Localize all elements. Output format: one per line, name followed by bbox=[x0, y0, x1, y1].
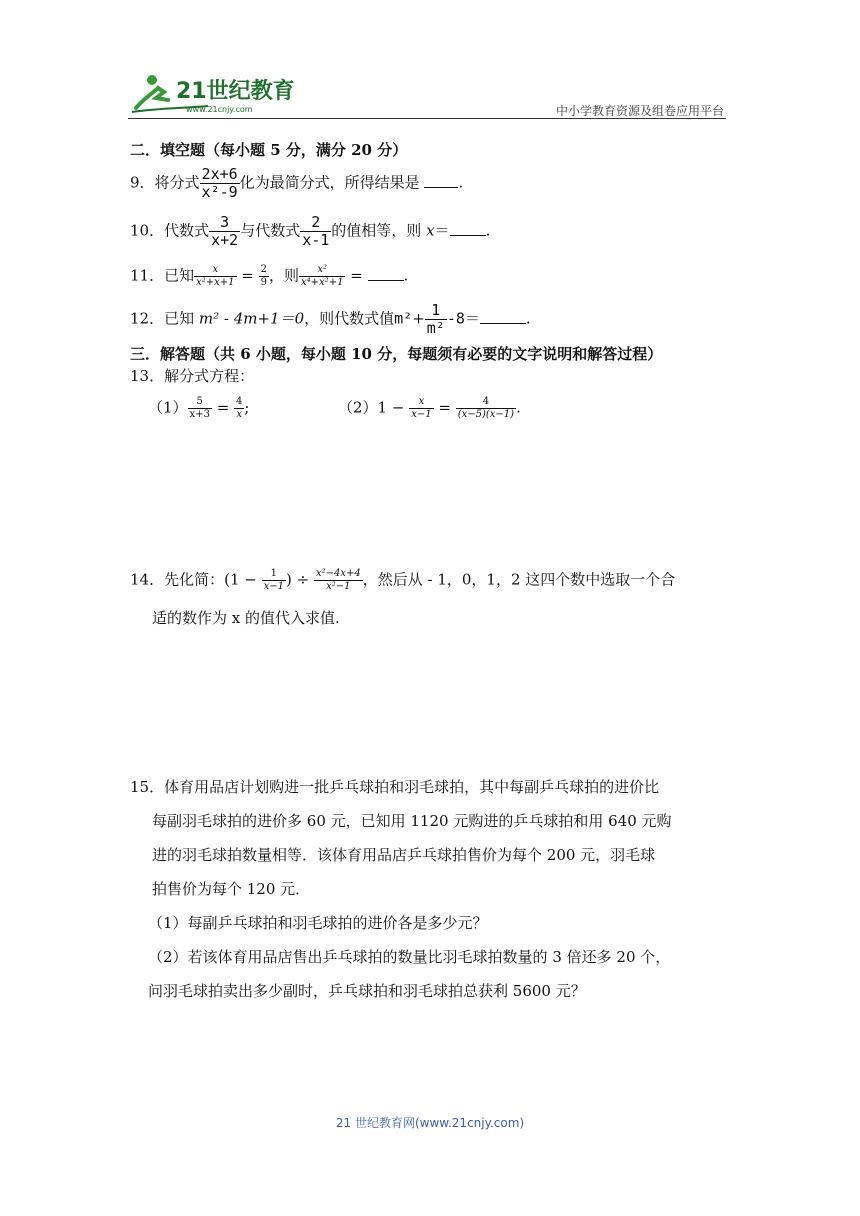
question-15-line: 15．体育用品店计划购进一批乒乓球拍和羽毛球拍，其中每副乒乓球拍的进价比 bbox=[130, 778, 660, 796]
question-10: 10．代数式 $\frac{3}{x+2}$ 与代数式 $\frac{2}{x-1}$ 的值相等，则 x＝ . bbox=[130, 213, 491, 249]
section2-title: 二．填空题（每小题 5 分，满分 20 分） bbox=[130, 141, 408, 159]
answer-blank bbox=[424, 173, 458, 188]
question-15-part2: （2）若该体育用品店售出乒乓球拍的数量比羽毛球拍数量的 3 倍还多 20 个， bbox=[148, 948, 671, 966]
question-15 bbox=[130, 770, 730, 1008]
answer-blank bbox=[450, 221, 486, 236]
section3-title: 三．解答题（共 6 小题，每小题 10 分，每题须有必要的文字说明和解答过程） bbox=[130, 345, 663, 363]
question-15-line: 每副羽毛球拍的进价多 60 元，已知用 1120 元购进的乒乓球拍和用 640 元购 bbox=[152, 812, 672, 830]
question-14-line2: 适的数作为 x 的值代入求值. bbox=[152, 609, 340, 627]
site-logo bbox=[128, 68, 298, 118]
question-13-part1: （1） $\frac{5}{x+3}$ = $\frac{4}{x}$ ; bbox=[148, 396, 250, 420]
question-14: 14．先化简：(1 − $\frac{1}{x-1}$ ) ÷ $\frac{\text{x²−4x+4}}{\text{x²−1}}$ ，然后从 - 1，0，1，2 这四个数中选取一个合 bbox=[130, 568, 676, 592]
question-15-part2-cont: 问羽毛球拍卖出多少副时，乒乓球拍和羽毛球拍总获利 5600 元？ bbox=[148, 982, 586, 1000]
question-13-stem: 13．解分式方程： bbox=[130, 367, 255, 385]
footer-text: 21 世纪教育网(www.21cnjy.com) bbox=[335, 1116, 525, 1130]
answer-blank bbox=[368, 266, 404, 281]
question-13-part2: （2）1 − $\frac{x}{x-1}$ = $\frac{4}{(x-5)(x-1)}$ . bbox=[338, 396, 521, 420]
answer-blank bbox=[480, 309, 526, 324]
question-15-line: 拍售价为每个 120 元． bbox=[152, 880, 311, 898]
question-9: 9．将分式 $\frac{2x+6}{\text{x²-9}}$ 化为最简分式，所得结果是 . bbox=[130, 165, 464, 201]
header-divider bbox=[128, 118, 726, 119]
platform-name: 中小学教育资源及组卷应用平台 bbox=[555, 104, 724, 118]
question-12: 12．已知 m² - 4m+1＝0，则代数式值m²+ $\frac{1}{\text{m²}}$ -8＝ . bbox=[130, 301, 531, 337]
question-15-line: 进的羽毛球拍数量相等．该体育用品店乒乓球拍售价为每个 200 元，羽毛球 bbox=[152, 846, 656, 864]
logo-text: 21世纪教育 bbox=[176, 79, 295, 104]
question-11: 11．已知 $\frac{x}{\text{x²+x+1}}$ = $\frac{2}{9}$ ，则 $\frac{\text{x²}}{\text{x⁴+x²+1}}$ = . bbox=[130, 264, 409, 288]
question-15-part1: （1）每副乒乓球拍和羽毛球拍的进价各是多少元？ bbox=[148, 914, 488, 932]
logo-url: www.21cnjy.com bbox=[186, 105, 253, 114]
